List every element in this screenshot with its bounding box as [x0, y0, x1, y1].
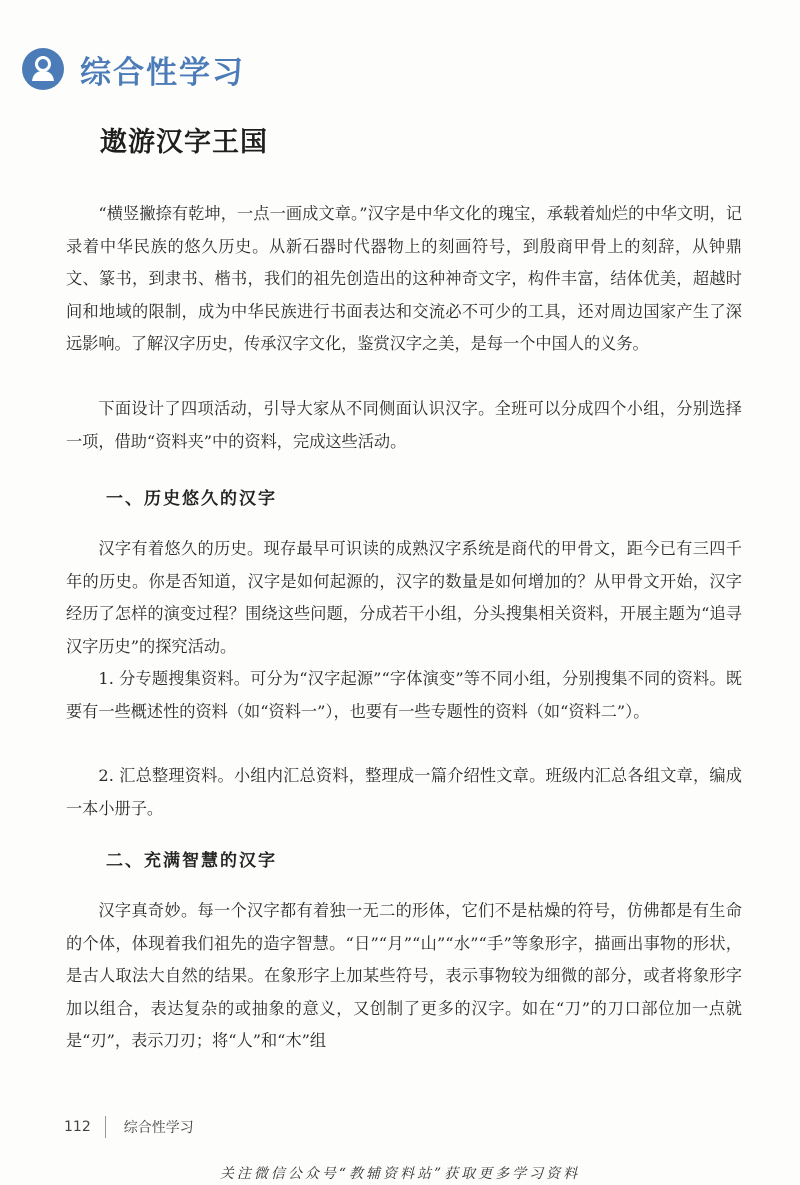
history-paragraph-3: 2. 汇总整理资料。小组内汇总资料，整理成一篇介绍性文章。班级内汇总各组文章，编成一本小册子。 — [66, 766, 742, 818]
page-number: 112 — [64, 1119, 91, 1135]
section-heading-wisdom: 二、充满智慧的汉字 — [106, 851, 277, 871]
footer-divider — [105, 1116, 106, 1138]
history-paragraph-2: 1. 分专题搜集资料。可分为“汉字起源”“字体演变”等不同小组，分别搜集不同的资料。既要有一些概述性的资料（如“资料一”），也要有一些专题性的资料（如“资料二”）。 — [66, 669, 742, 721]
intro-paragraph-2: 下面设计了四项活动，引导大家从不同侧面认识汉字。全班可以分成四个小组，分别选择一项，借助“资料夹”中的资料，完成这些活动。 — [66, 399, 742, 451]
section-header — [22, 44, 245, 94]
footer-section-label: 综合性学习 — [123, 1120, 194, 1136]
page-title: 遨游汉字王国 — [100, 127, 268, 158]
watermark: 关注微信公众号“教辅资料站”获取更多学习资料 — [219, 1166, 581, 1182]
wisdom-paragraph-1: 汉字真奇妙。每一个汉字都有着独一无二的形体，它们不是枯燥的符号，仿佛都是有生命的个体，体现着我们祖先的造字智慧。“日”“月”“山”“水”“手”等象形字，描画出事物的形状，是古人取法大自然的结果。在象形字上加某些符号，表示事物较为细微的部分，或者将象形字加以组合，表达复杂的或抽象的意义，又创制了更多的汉字。如在“刀”的刀口部位加一点就是“刃”，表示刀刃；将“人”和“木”组 — [66, 901, 742, 1050]
section-title: 综合性学习 — [80, 54, 245, 91]
page-footer — [64, 1116, 194, 1138]
section-heading-history: 一、历史悠久的汉字 — [106, 489, 277, 509]
history-paragraph-1: 汉字有着悠久的历史。现存最早可识读的成熟汉字系统是商代的甲骨文，距今已有三四千年的历史。你是否知道，汉字是如何起源的，汉字的数量是如何增加的？从甲骨文开始，汉字经历了怎样的演变过程？围绕这些问题，分成若干小组，分头搜集相关资料，开展主题为“追寻汉字历史”的探究活动。 — [66, 539, 742, 656]
person-icon — [22, 48, 64, 90]
intro-paragraph-1: “横竖撇捺有乾坤，一点一画成文章。”汉字是中华文化的瑰宝，承载着灿烂的中华文明，记录着中华民族的悠久历史。从新石器时代器物上的刻画符号，到殷商甲骨上的刻辞，从钟鼎文、篆书，到隶书、楷书，我们的祖先创造出的这种神奇文字，构件丰富，结体优美，超越时间和地域的限制，成为中华民族进行书面表达和交流必不可少的工具，还对周边国家产生了深远影响。了解汉字历史，传承汉字文化，鉴赏汉字之美，是每一个中国人的义务。 — [66, 204, 742, 353]
